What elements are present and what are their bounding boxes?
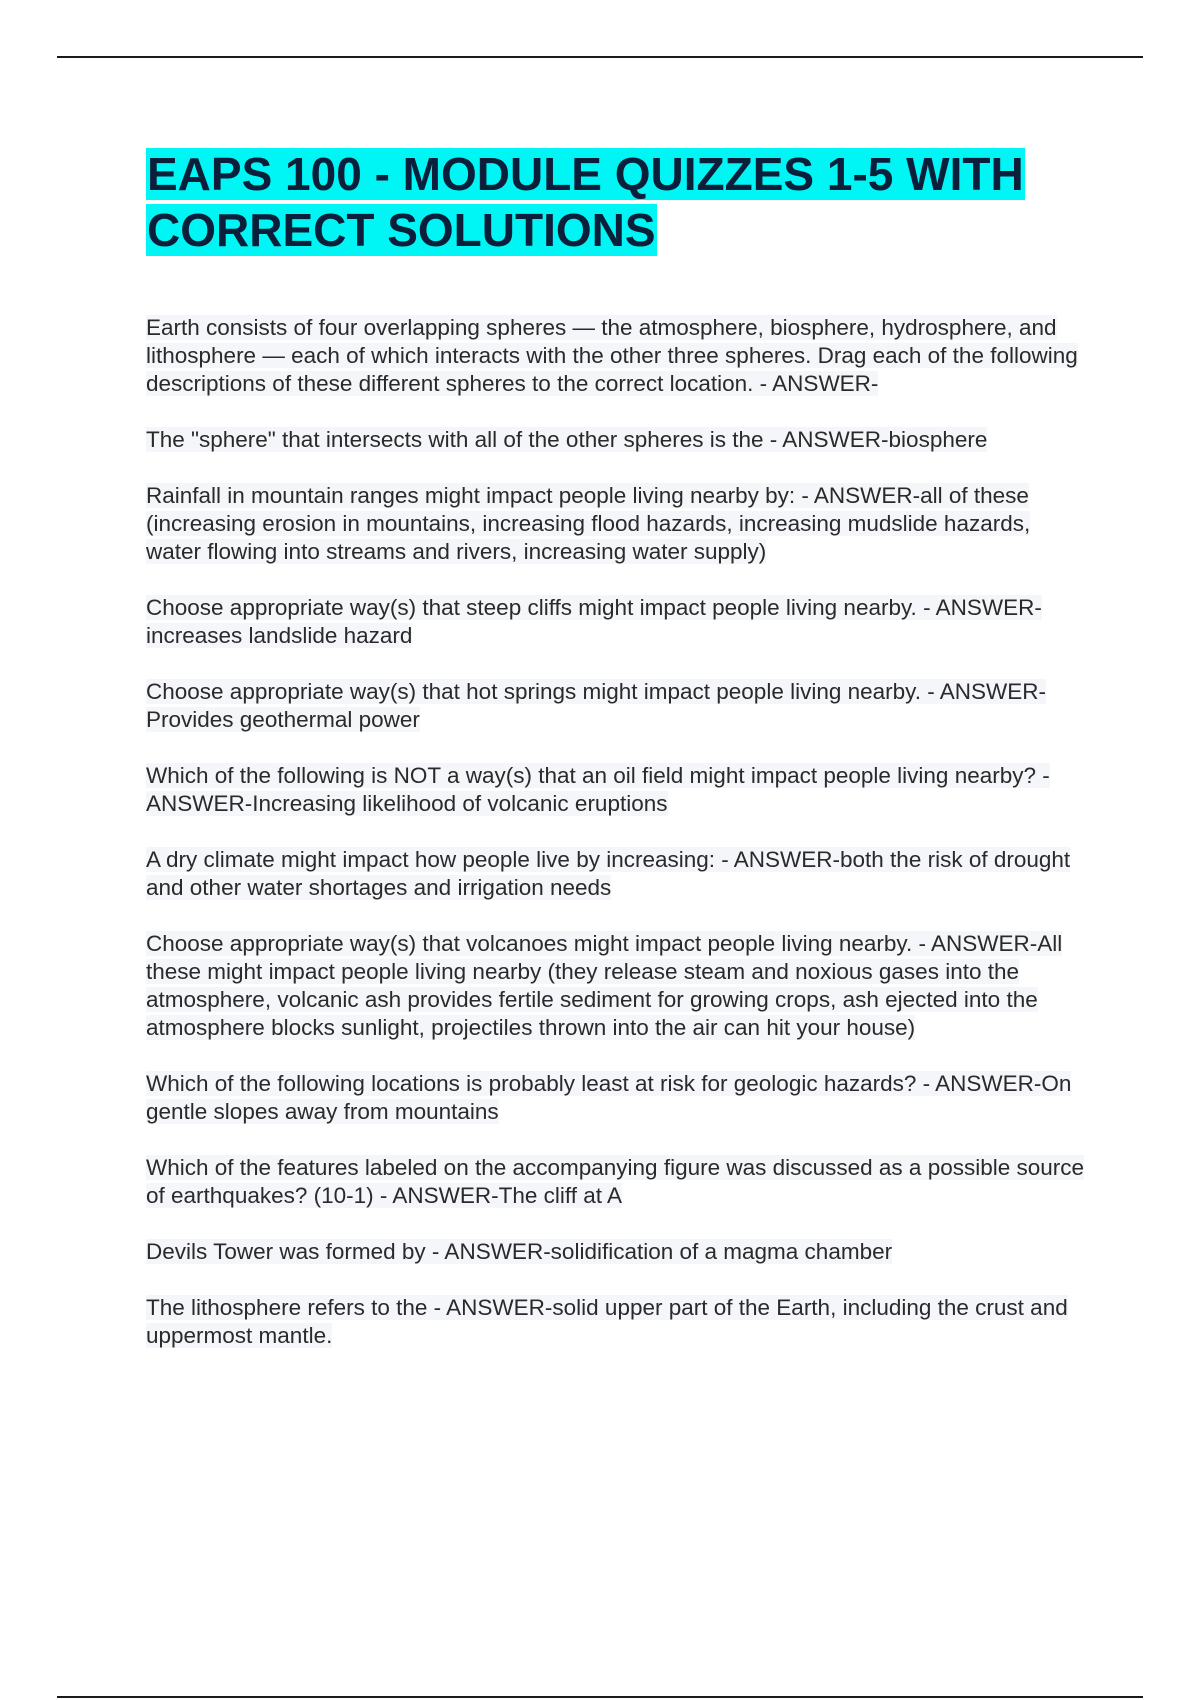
qa-item	[146, 846, 1086, 902]
document-body	[146, 146, 1086, 1378]
qa-text: Earth consists of four overlapping spheres — the atmosphere, biosphere, hydrosphere, and lithosphere — each of which interacts with the other three spheres. Drag each of the following descriptions of these different spheres to the correct location. - ANSWER-	[146, 315, 1078, 396]
qa-text: Devils Tower was formed by - ANSWER-solidification of a magma chamber	[146, 1239, 893, 1264]
qa-item	[146, 426, 1086, 454]
top-rule	[57, 56, 1143, 58]
qa-item	[146, 594, 1086, 650]
qa-text: Choose appropriate way(s) that steep cliffs might impact people living nearby. - ANSWER-increases landslide hazard	[146, 595, 1042, 648]
qa-list	[146, 314, 1086, 1350]
qa-text: Rainfall in mountain ranges might impact people living nearby by: - ANSWER-all of these (increasing erosion in mountains, increasing flood hazards, increasing mudslide hazards, water flowing into streams and rivers, increasing water supply)	[146, 483, 1031, 564]
qa-text: Choose appropriate way(s) that volcanoes might impact people living nearby. - ANSWER-All these might impact people living nearby (they release steam and noxious gases into the atmosphere, volcanic ash provides fertile sediment for growing crops, ash ejected into the atmosphere blocks sunlight, projectiles thrown into the air can hit your house)	[146, 931, 1063, 1040]
bottom-rule	[57, 1696, 1143, 1698]
qa-item	[146, 1070, 1086, 1126]
qa-text: The "sphere" that intersects with all of the other spheres is the - ANSWER-biosphere	[146, 427, 988, 452]
document-title	[146, 146, 1086, 258]
qa-item	[146, 1154, 1086, 1210]
qa-text: The lithosphere refers to the - ANSWER-solid upper part of the Earth, including the crust and uppermost mantle.	[146, 1295, 1068, 1348]
qa-item	[146, 930, 1086, 1042]
qa-text: A dry climate might impact how people live by increasing: - ANSWER-both the risk of drought and other water shortages and irrigation needs	[146, 847, 1071, 900]
title-highlight: EAPS 100 - MODULE QUIZZES 1-5 WITH CORRECT SOLUTIONS	[147, 148, 1024, 256]
qa-text: Which of the following is NOT a way(s) that an oil field might impact people living nearby? - ANSWER-Increasing likelihood of volcanic eruptions	[146, 763, 1050, 816]
qa-text: Choose appropriate way(s) that hot springs might impact people living nearby. - ANSWER-Provides geothermal power	[146, 679, 1046, 732]
qa-text: Which of the following locations is probably least at risk for geologic hazards? - ANSWER-On gentle slopes away from mountains	[146, 1071, 1072, 1124]
qa-item	[146, 482, 1086, 566]
qa-text: Which of the features labeled on the accompanying figure was discussed as a possible source of earthquakes? (10-1) - ANSWER-The cliff at A	[146, 1155, 1085, 1208]
qa-item	[146, 678, 1086, 734]
qa-item	[146, 314, 1086, 398]
qa-item	[146, 762, 1086, 818]
qa-item	[146, 1294, 1086, 1350]
qa-item	[146, 1238, 1086, 1266]
